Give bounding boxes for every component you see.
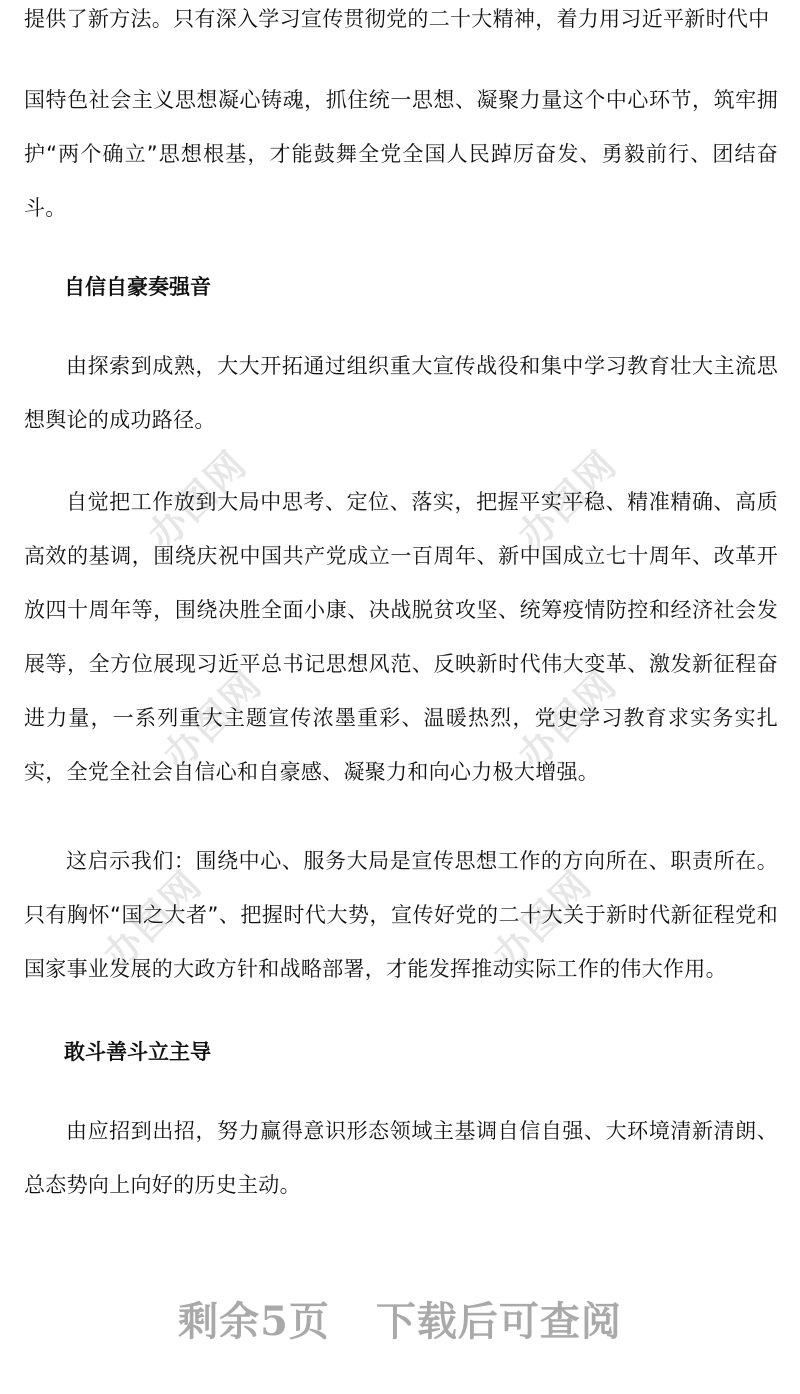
download-prompt[interactable] (0, 1290, 800, 1347)
section-heading: 敢斗善斗立主导 (64, 1040, 211, 1064)
watermark: 办图网 (139, 441, 256, 558)
paragraph: 自觉把工作放到大局中思考、定位、落实，把握平实平稳、精准精确、高质高效的基调，围绕庆祝中国共产党成立一百周年、新中国成立七十周年、改革开放四十周年等，围绕决胜全面小康、决战脱贫攻坚、统筹疫情防控和经济社会发展等，全方位展现习近平总书记思想风范、反映新时代伟大变革、激发新征程奋进力量，一系列重大主题宣传浓墨重彩、温暖热烈，党史学习教育求实务实扎实，全党全社会自信心和自豪感、凝聚力和向心力极大增强。 (24, 490, 778, 784)
download-to-view-label: 下载后可查阅 (375, 1298, 622, 1345)
paragraph-continued: 提供了新方法。只有深入学习宣传贯彻党的二十大精神，着力用习近平新时代中 (24, 7, 770, 31)
paragraph: 国特色社会主义思想凝心铸魂，抓住统一思想、凝聚力量这个中心环节，筑牢拥护“两个确立”思想根基，才能鼓舞全党全国人民踔厉奋发、勇毅前行、团结奋斗。 (24, 88, 778, 220)
remaining-pages-label: 剩余5页 (178, 1298, 330, 1345)
watermark: 办图网 (509, 441, 626, 558)
paragraph: 这启示我们：围绕中心、服务大局是宣传思想工作的方向所在、职责所在。只有胸怀“国之大者”、把握时代大势，宣传好党的二十大关于新时代新征程党和国家事业发展的大政方针和战略部署，才能发挥推动实际工作的伟大作用。 (24, 849, 778, 981)
paragraph: 由应招到出招，努力赢得意识形态领域主基调自信自强、大环境清新清朗、总态势向上向好的历史主动。 (24, 1119, 778, 1197)
paragraph: 由探索到成熟，大大开拓通过组织重大宣传战役和集中学习教育壮大主流思想舆论的成功路径。 (24, 354, 778, 432)
watermark: 办图网 (94, 861, 211, 978)
watermark: 办图网 (154, 661, 271, 778)
section-heading: 自信自豪奏强音 (64, 275, 211, 299)
watermark: 办图网 (484, 861, 601, 978)
watermark: 办图网 (509, 661, 626, 778)
